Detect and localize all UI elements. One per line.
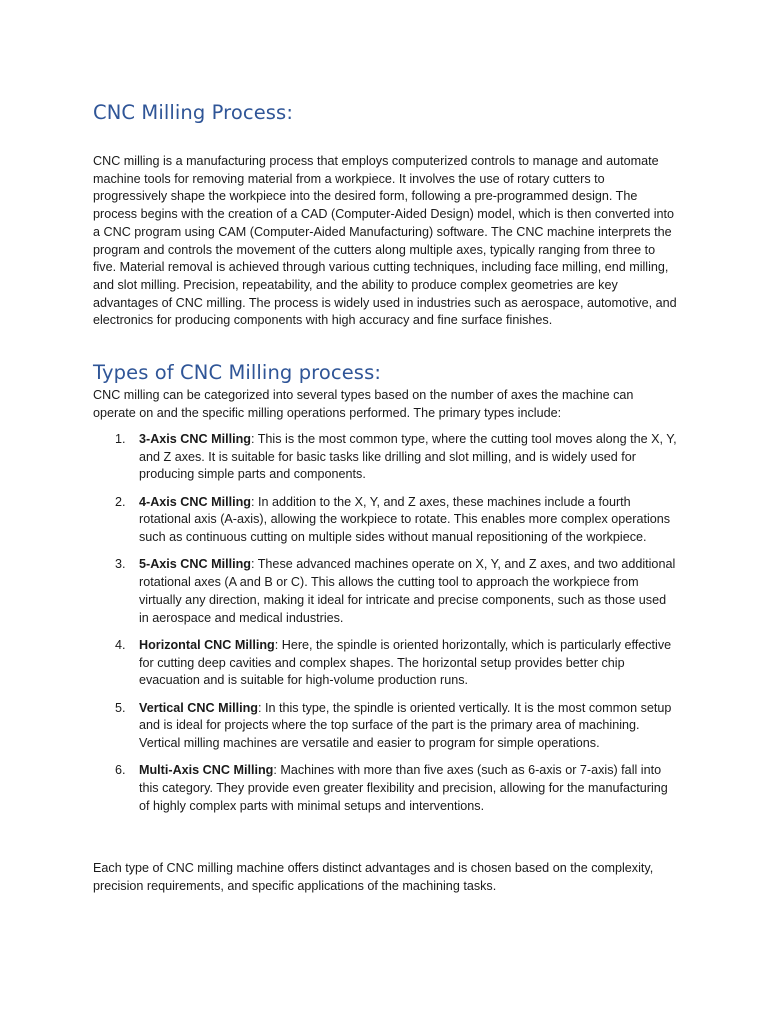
- types-list: [93, 431, 677, 825]
- list-item-number: 5.: [115, 700, 126, 715]
- list-item: [93, 762, 677, 815]
- list-item-text: : Here, the spindle is oriented horizontally, which is particularly effective for cutting deep cavities and complex shapes. The horizontal setup provides better chip evacuation and is suitable for high-volume production runs.: [139, 637, 672, 688]
- list-item-title: Multi-Axis CNC Milling: [139, 763, 274, 778]
- list-item-number: 1.: [115, 432, 126, 446]
- list-item-text: : In addition to the X, Y, and Z axes, these machines include a fourth rotational axis (A-axis), allowing the workpiece to rotate. This enables more complex operations such as continuous cutting on multiple sides without manual repositioning of the workpiece.: [139, 494, 671, 545]
- list-item-title: 4-Axis CNC Milling: [139, 494, 251, 509]
- intro-paragraph: CNC milling is a manufacturing process that employs computerized controls to manage and automate machine tools for removing material from a workpiece. It involves the use of rotary cutters to progressively shape the workpiece into the desired form, following a pre-programmed design. The process begins with the creation of a CAD (Computer-Aided Design) model, which is then converted into a CNC program using CAM (Computer-Aided Manufacturing) software. The CNC machine interprets the program and controls the movement of the cutters along multiple axes, typically ranging from three to five. Material removal is achieved through various cutting techniques, including face milling, end milling, and slot milling. Precision, repeatability, and the ability to produce complex geometries are key advantages of CNC milling. The process is widely used in industries such as aerospace, automotive, and electronics for producing components with high accuracy and fine surface finishes.: [93, 154, 677, 328]
- list-item-text: : This is the most common type, where the cutting tool moves along the X, Y, and Z axes. It is suitable for basic tasks like drilling and slot milling, and is widely used for producing simple parts and components.: [139, 432, 677, 482]
- types-intro-paragraph: CNC milling can be categorized into several types based on the number of axes the machine can operate on and the specific milling operations performed. The primary types include:: [93, 388, 634, 420]
- list-item-text: : In this type, the spindle is oriented vertically. It is the most common setup and is ideal for projects where the top surface of the part is the primary area of machining. Vertical milling machines are versatile and easier to program for simple operations.: [139, 700, 672, 750]
- list-item-text: : These advanced machines operate on X, Y, and Z axes, and two additional rotational axes (A and B or C). This allows the cutting tool to approach the workpiece from virtually any direction, making it ideal for intricate and precise components, such as those used in aerospace and medical industries.: [139, 557, 676, 625]
- list-item-number: 6.: [115, 763, 126, 778]
- list-item-title: Vertical CNC Milling: [139, 700, 258, 715]
- list-item: [93, 494, 677, 547]
- list-item-number: 4.: [115, 637, 126, 652]
- list-item: [93, 556, 677, 627]
- list-item-title: 3-Axis CNC Milling: [139, 432, 251, 446]
- list-item-number: 2.: [115, 494, 126, 509]
- page-title: CNC Milling Process:: [93, 101, 293, 124]
- list-item: [93, 431, 677, 484]
- list-item-title: 5-Axis CNC Milling: [139, 557, 251, 572]
- list-item-title: Horizontal CNC Milling: [139, 637, 275, 652]
- list-item-text: : Machines with more than five axes (such as 6-axis or 7-axis) fall into this category. They provide even greater flexibility and precision, allowing for the manufacturing of highly complex parts with minimal setups and interventions.: [139, 763, 668, 813]
- closing-paragraph: Each type of CNC milling machine offers distinct advantages and is chosen based on the complexity, precision requirements, and specific applications of the machining tasks.: [93, 861, 654, 893]
- section-heading-types: Types of CNC Milling process:: [93, 361, 381, 384]
- list-item: [93, 637, 677, 690]
- list-item: [93, 700, 677, 753]
- list-item-number: 3.: [115, 557, 126, 572]
